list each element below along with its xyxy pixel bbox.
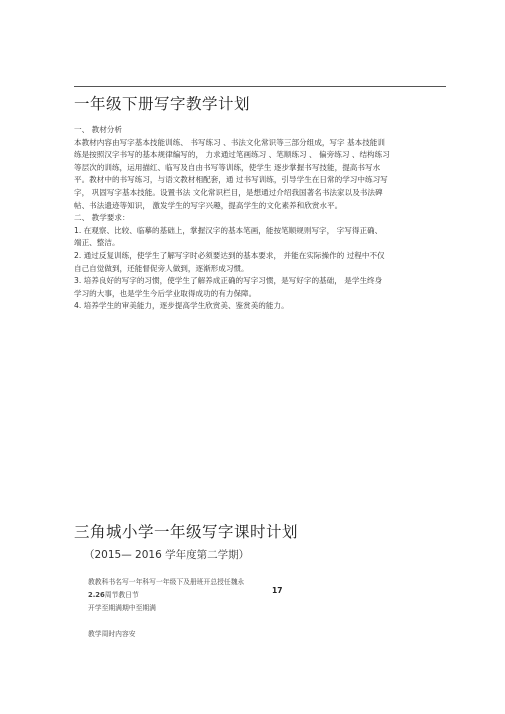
page-number: 17 bbox=[272, 586, 283, 595]
body-line: 3. 培养良好的写字的习惯，使学生了解养成正确的写字习惯，是写好字的基础， 是学生终身 bbox=[74, 276, 383, 286]
body-line: 学习的大事，也是学生今后学业取得成功的有力保障。 bbox=[74, 288, 257, 298]
body-line: 2. 通过反复训练，使学生了解写字时必须要达到的基本要求， 并能在实际操作的 过程中不仅 bbox=[74, 250, 385, 260]
body-line: 一、 教材分析 bbox=[74, 125, 122, 134]
document-body bbox=[74, 124, 446, 313]
body-line: 端正、整洁。 bbox=[74, 238, 120, 248]
meta-line bbox=[88, 589, 244, 602]
meta-line: 开学至期满期中至期满 bbox=[88, 604, 156, 612]
schedule-header bbox=[88, 576, 244, 641]
section-title: 三角城小学一年级写字课时计划 bbox=[74, 523, 299, 541]
body-line: 字， 巩固写字基本技能。设置书法 文化常识栏目，是想通过介绍我国著名书法家以及书法碑 bbox=[74, 187, 383, 197]
body-line: 4. 培养学生的审美能力，逐步提高学生欣赏美、鉴赏美的能力。 bbox=[74, 301, 289, 311]
body-line: 自己自觉做到，还能督促旁人做到，逐渐形成习惯。 bbox=[74, 263, 249, 273]
body-line: 帖、书法遗迹等知识， 激发学生的写字兴趣，提高学生的文化素养和欣赏水平。 bbox=[74, 200, 343, 210]
body-line: 等层次的训练，运用描红、临写及自由书写等训练，使学生 逐步掌握书写技能，提高书写水 bbox=[74, 162, 381, 172]
meta-line bbox=[88, 615, 244, 628]
meta-line-rest: 周节教日节 bbox=[104, 591, 139, 599]
body-line: 本教材内容由写字基本技能训练、 书写练习 、书法文化常识等三部分组成，写字 基本技能训 bbox=[74, 137, 385, 147]
meta-line: 教学周时内容安 bbox=[88, 630, 136, 638]
top-divider bbox=[74, 86, 446, 87]
meta-date: 2.26 bbox=[88, 591, 105, 599]
body-line: 练是按照汉字书写的基本规律编写的， 力求通过笔画练习 、笔顺练习 、 偏旁练习 、结构练习 bbox=[74, 150, 390, 160]
meta-line: 教教科书名写一年科写一年级下及册班开总授任魏永 bbox=[88, 578, 245, 586]
body-line: 1. 在观察、比较、临摹的基础上，掌握汉字的基本笔画，能按笔顺规则写字， 字写得正确、 bbox=[74, 225, 383, 235]
body-line: 平。教材中的书写练习，与语文教材相配套，通 过书写训练，引导学生在日常的学习中练习写 bbox=[74, 175, 388, 185]
section-subtitle: （2015— 2016 学年度第二学期） bbox=[84, 549, 250, 561]
body-line: 二、 教学要求： bbox=[74, 213, 130, 223]
page-title: 一年级下册写字教学计划 bbox=[74, 95, 251, 113]
